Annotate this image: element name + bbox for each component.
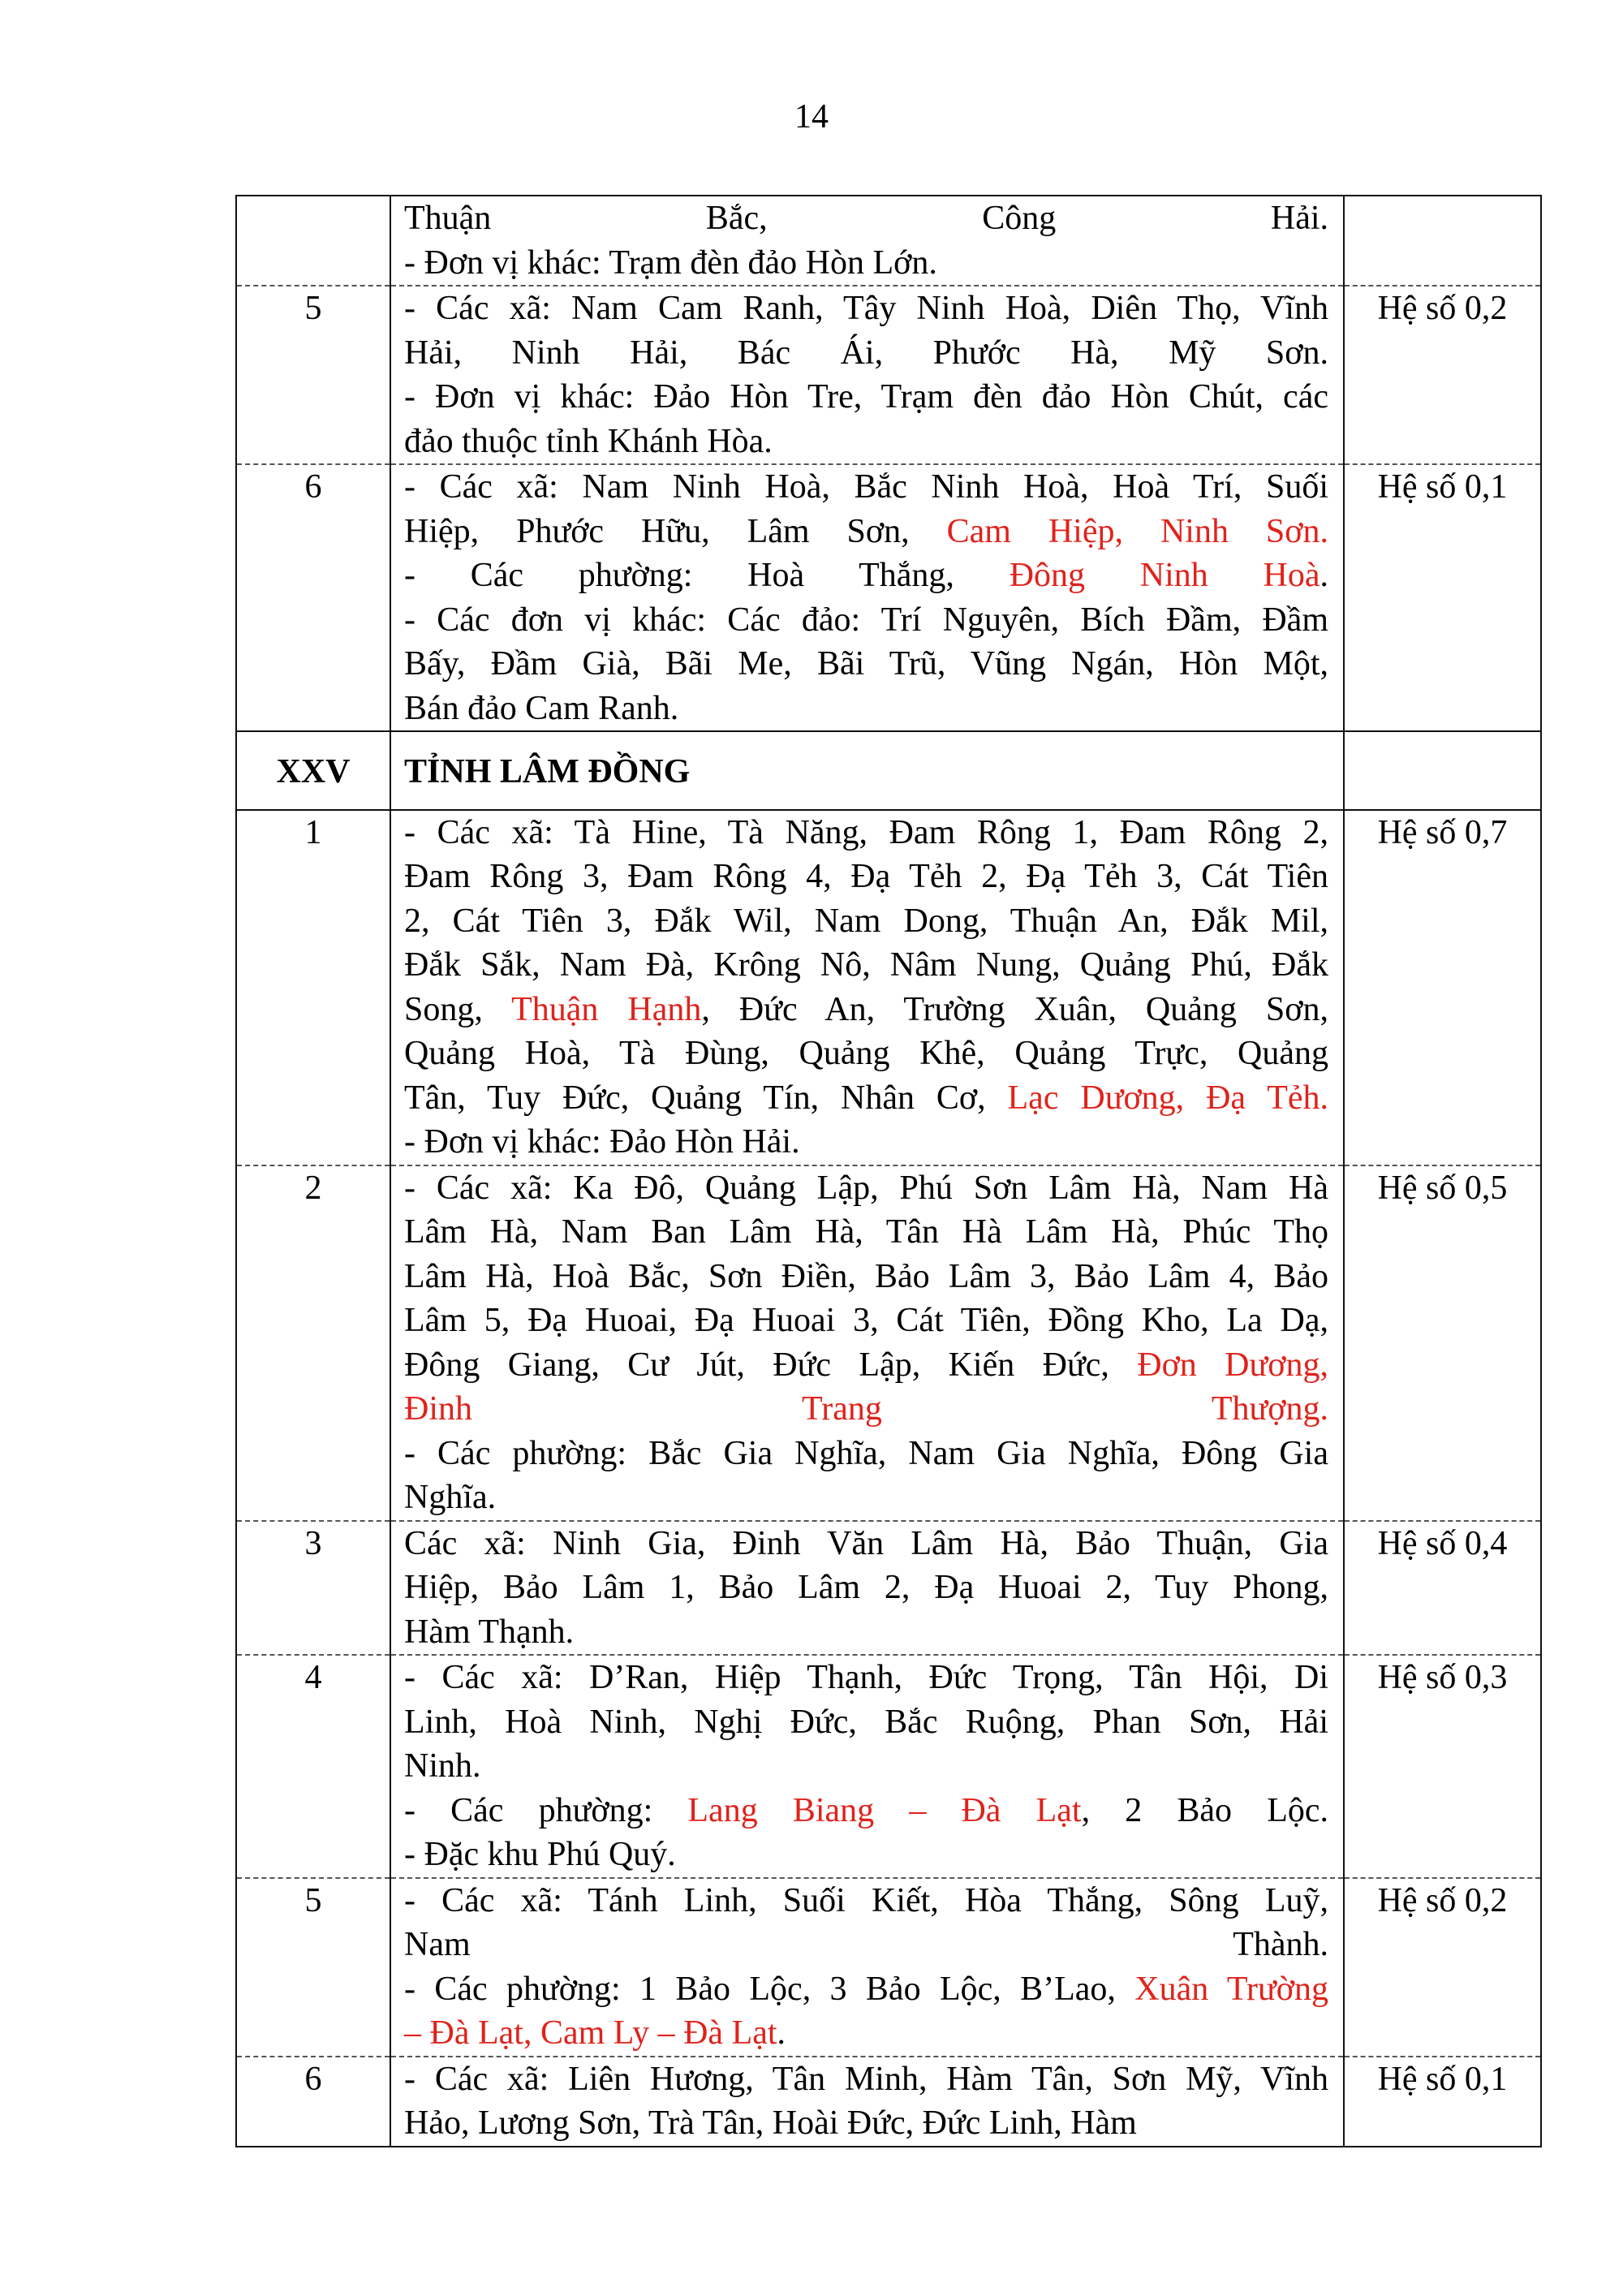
area-line (404, 1522, 1328, 1566)
table-row (236, 286, 1541, 464)
table-body (236, 196, 1541, 2147)
highlighted-text: Đinh Trang Thượng. (404, 1390, 1328, 1428)
area-line (404, 1566, 1328, 1610)
text-segment: Nam Thành. (404, 1926, 1328, 1963)
text-segment: 2, Cát Tiên 3, Đắk Wil, Nam Dong, Thuận An, Đắk Mil, (404, 902, 1328, 940)
area-line (404, 1343, 1328, 1388)
coefficient-cell: Hệ số 0,2 (1344, 286, 1541, 464)
highlighted-text: Đơn Dương, (1137, 1346, 1328, 1384)
section-title (390, 731, 1344, 810)
text-segment: - Các đơn vị khác: Các đảo: Trí Nguyên, Bích Đầm, Đầm (404, 601, 1328, 639)
area-line (404, 1299, 1328, 1343)
text-segment: - Các xã: Tánh Linh, Suối Kiết, Hòa Thắng, Sông Luỹ, (404, 1881, 1328, 1919)
area-line (404, 1210, 1328, 1255)
coefficient-cell (1344, 731, 1541, 810)
text-segment: Hảo, Lương Sơn, Trà Tân, Hoài Đức, Đức Linh, Hàm (404, 2104, 1137, 2142)
row-number: 6 (236, 2057, 390, 2147)
coefficient-cell: Hệ số 0,3 (1344, 1655, 1541, 1878)
row-number: 4 (236, 1655, 390, 1878)
area-line (404, 1923, 1328, 1967)
text-segment: - Các xã: D’Ran, Hiệp Thạnh, Đức Trọng, Tân Hội, Di (404, 1659, 1328, 1696)
coefficient-cell: Hệ số 0,5 (1344, 1165, 1541, 1521)
text-segment: . (777, 2014, 786, 2052)
area-line (404, 1166, 1328, 1211)
text-segment: - Các phường: 1 Bảo Lộc, 3 Bảo Lộc, B’Lao, (404, 1970, 1135, 2008)
area-line (404, 1120, 1328, 1165)
row-number: 5 (236, 286, 390, 464)
area-line (404, 1432, 1328, 1476)
area-line (404, 2011, 1328, 2056)
text-segment: - Các xã: Tà Hine, Tà Năng, Đam Rông 1, Đam Rông 2, (404, 813, 1328, 851)
area-line (404, 1032, 1328, 1076)
area-cell (390, 1655, 1344, 1878)
area-cell (390, 810, 1344, 1165)
area-line (404, 1967, 1328, 2012)
area-line (404, 1610, 1328, 1655)
text-segment: Tân, Tuy Đức, Quảng Tín, Nhân Cơ, (404, 1079, 1008, 1117)
text-segment: Hải, Ninh Hải, Bác Ái, Phước Hà, Mỹ Sơn. (404, 334, 1328, 372)
highlighted-text: Đông Ninh Hoà (1009, 557, 1320, 594)
text-segment: Hàm Thạnh. (404, 1613, 575, 1651)
area-line (404, 687, 1328, 731)
text-segment: - Các xã: Nam Ninh Hoà, Bắc Ninh Hoà, Hoà Trí, Suối (404, 468, 1328, 506)
text-segment: - Các xã: Liên Hương, Tân Minh, Hàm Tân, Sơn Mỹ, Vĩnh (404, 2060, 1328, 2098)
highlighted-text: Xuân Trường (1134, 1970, 1328, 2008)
highlighted-text: Thuận Hạnh (511, 990, 702, 1028)
area-line (404, 811, 1328, 855)
text-segment: Đông Giang, Cư Jút, Đức Lập, Kiến Đức, (404, 1346, 1138, 1384)
area-line (404, 1387, 1328, 1432)
area-cell (390, 464, 1344, 731)
text-segment: - Đơn vị khác: Đảo Hòn Hải. (404, 1123, 800, 1161)
area-line (404, 510, 1328, 554)
table-row (236, 196, 1541, 286)
table-row (236, 1521, 1541, 1656)
coefficient-cell (1344, 196, 1541, 286)
highlighted-text: Lạc Dương, Đạ Tẻh. (1007, 1079, 1328, 1117)
area-line (404, 465, 1328, 510)
text-segment: Các xã: Ninh Gia, Đinh Văn Lâm Hà, Bảo Thuận, Gia (404, 1524, 1328, 1562)
text-segment: Ninh. (404, 1747, 481, 1785)
page-number: 14 (794, 98, 829, 136)
area-cell (390, 1521, 1344, 1656)
table-row (236, 464, 1541, 731)
area-line (404, 855, 1328, 899)
area-cell (390, 1165, 1344, 1521)
row-number: 3 (236, 1521, 390, 1656)
area-line (404, 1255, 1328, 1299)
text-segment: Song, (404, 990, 512, 1028)
text-segment: Đắk Sắk, Nam Đà, Krông Nô, Nâm Nung, Quảng Phú, Đắk (404, 946, 1328, 984)
area-cell (390, 286, 1344, 464)
text-segment: Quảng Hoà, Tà Đùng, Quảng Khê, Quảng Trực, Quảng (404, 1035, 1328, 1072)
coefficient-cell: Hệ số 0,1 (1344, 2057, 1541, 2147)
text-segment: Hiệp, Phước Hữu, Lâm Sơn, (404, 512, 947, 550)
table-row (236, 1878, 1541, 2057)
text-segment: TỈNH LÂM ĐỒNG (404, 753, 691, 790)
text-segment: đảo thuộc tỉnh Khánh Hòa. (404, 422, 773, 460)
text-segment: - Các xã: Ka Đô, Quảng Lập, Phú Sơn Lâm Hà, Nam Hà (404, 1169, 1328, 1207)
table-row (236, 2057, 1541, 2147)
area-line (404, 1744, 1328, 1789)
area-line (404, 286, 1328, 331)
row-number: 6 (236, 464, 390, 731)
text-segment: , 2 Bảo Lộc. (1081, 1791, 1328, 1829)
section-row (236, 731, 1541, 810)
area-line (404, 331, 1328, 376)
coefficient-cell: Hệ số 0,1 (1344, 464, 1541, 731)
area-line (404, 1656, 1328, 1700)
text-segment: - Đơn vị khác: Trạm đèn đảo Hòn Lớn. (404, 243, 937, 282)
coefficient-cell: Hệ số 0,2 (1344, 1878, 1541, 2057)
text-segment: Lâm Hà, Nam Ban Lâm Hà, Tân Hà Lâm Hà, Phúc Thọ (404, 1213, 1328, 1251)
text-segment: - Các xã: Nam Cam Ranh, Tây Ninh Hoà, Diên Thọ, Vĩnh (404, 290, 1328, 327)
row-number: 2 (236, 1165, 390, 1521)
area-line (404, 943, 1328, 988)
text-segment: Hiệp, Bảo Lâm 1, Bảo Lâm 2, Đạ Huoai 2, Tuy Phong, (404, 1569, 1328, 1606)
row-number: 1 (236, 810, 390, 1165)
area-cell (390, 1878, 1344, 2057)
text-segment: , Đức An, Trường Xuân, Quảng Sơn, (701, 990, 1328, 1028)
text-segment: Nghĩa. (404, 1479, 497, 1516)
area-line (404, 598, 1328, 643)
area-line (404, 375, 1328, 420)
text-segment: Đam Rông 3, Đam Rông 4, Đạ Tẻh 2, Đạ Tẻh 3, Cát Tiên (404, 858, 1328, 895)
text-segment: - Đơn vị khác: Đảo Hòn Tre, Trạm đèn đảo Hòn Chút, các (404, 378, 1328, 416)
text-segment: - Các phường: Bắc Gia Nghĩa, Nam Gia Nghĩa, Đông Gia (404, 1434, 1328, 1472)
text-segment: Linh, Hoà Ninh, Nghị Đức, Bắc Ruộng, Phan Sơn, Hải (404, 1703, 1328, 1741)
area-line (404, 2101, 1328, 2146)
area-line (404, 1879, 1328, 1923)
coefficient-cell: Hệ số 0,4 (1344, 1521, 1541, 1656)
highlighted-text: – Đà Lạt, Cam Ly – Đà Lạt (404, 2014, 777, 2052)
text-segment: Thuận Bắc, Công Hải. (404, 200, 1328, 237)
text-segment: Bấy, Đầm Già, Bãi Me, Bãi Trũ, Vũng Ngán, Hòn Một, (404, 645, 1328, 683)
area-cell (390, 196, 1344, 286)
text-segment: Lâm Hà, Hoà Bắc, Sơn Điền, Bảo Lâm 3, Bảo Lâm 4, Bảo (404, 1257, 1328, 1295)
area-line (404, 988, 1328, 1032)
text-segment: Lâm 5, Đạ Huoai, Đạ Huoai 3, Cát Tiên, Đồng Kho, La Dạ, (404, 1302, 1328, 1339)
area-line (404, 2057, 1328, 2102)
row-number: XXV (236, 731, 390, 810)
area-line (404, 642, 1328, 687)
text-segment: - Các phường: (404, 1791, 688, 1829)
highlighted-text: Cam Hiệp, Ninh Sơn. (946, 512, 1328, 550)
text-segment: - Đặc khu Phú Quý. (404, 1836, 676, 1873)
area-line (404, 1475, 1328, 1520)
text-segment: - Các phường: Hoà Thắng, (404, 557, 1010, 594)
table-row (236, 1655, 1541, 1878)
area-line (404, 1789, 1328, 1833)
area-line (404, 554, 1328, 598)
table-row (236, 810, 1541, 1165)
highlighted-text: Lang Biang – Đà Lạt (687, 1791, 1082, 1829)
text-segment: . (1319, 557, 1328, 594)
coefficient-cell: Hệ số 0,7 (1344, 810, 1541, 1165)
area-line (404, 1700, 1328, 1745)
row-number (236, 196, 390, 286)
area-line (404, 1076, 1328, 1121)
text-segment: Bán đảo Cam Ranh. (404, 689, 679, 727)
area-line (404, 196, 1328, 241)
area-line (404, 899, 1328, 944)
area-line (404, 750, 1328, 795)
area-cell (390, 2057, 1344, 2147)
table-row (236, 1165, 1541, 1521)
area-line (404, 420, 1328, 464)
coefficient-table (235, 195, 1542, 2147)
area-line (404, 1833, 1328, 1877)
row-number: 5 (236, 1878, 390, 2057)
area-line (404, 241, 1328, 286)
